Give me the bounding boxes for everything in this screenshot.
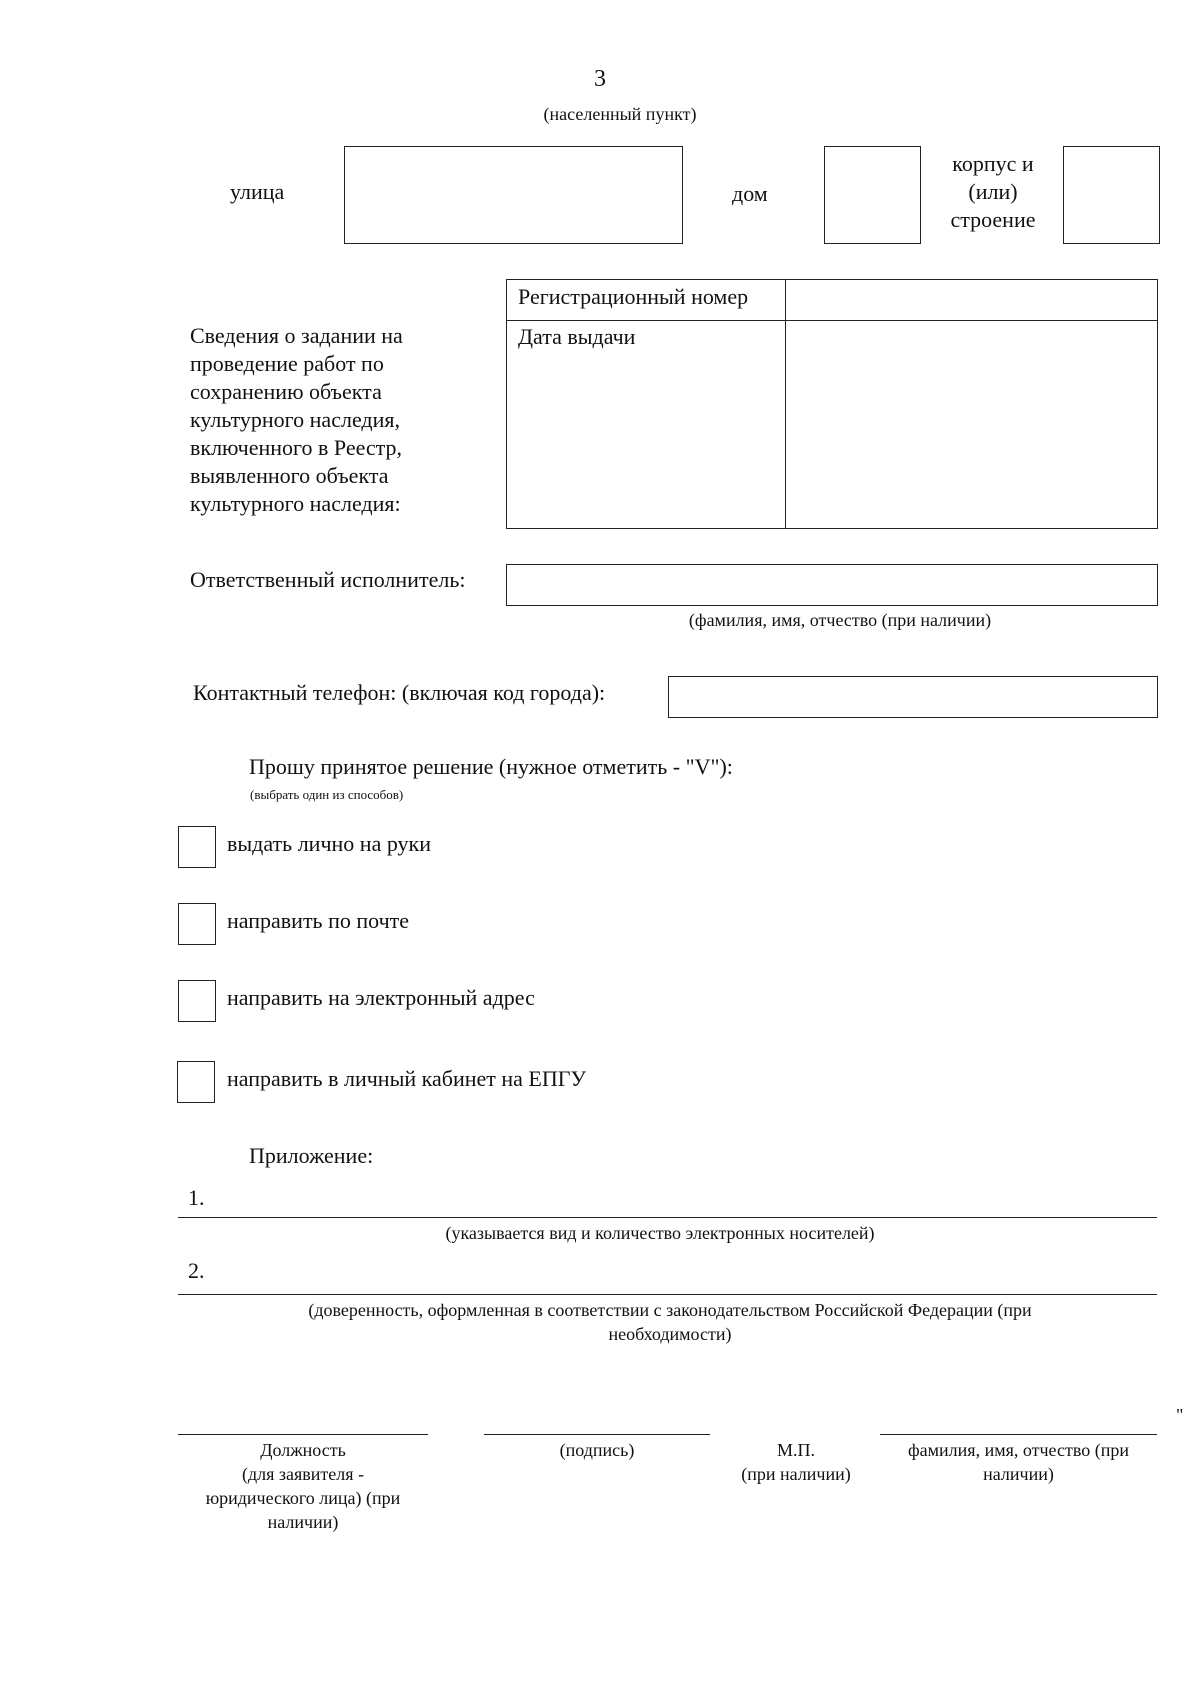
executor-label: Ответственный исполнитель: bbox=[190, 567, 466, 592]
closing-quote-mark: " bbox=[1176, 1405, 1184, 1425]
attachment-2-line[interactable] bbox=[178, 1294, 1157, 1295]
assignment-label: Сведения о задании на проведение работ по сохранению объекта культурного наследия, включенного в Реестр, выявленного объекта культурного наследия: bbox=[190, 323, 403, 516]
name-caption: фамилия, имя, отчество (при наличии) bbox=[908, 1440, 1129, 1484]
reg-number-label: Регистрационный номер bbox=[518, 284, 749, 309]
signature-caption: (подпись) bbox=[559, 1440, 635, 1460]
phone-field[interactable] bbox=[668, 676, 1158, 718]
attachments-heading: Приложение: bbox=[249, 1143, 374, 1168]
executor-caption: (фамилия, имя, отчество (при наличии) bbox=[688, 610, 992, 630]
reg-number-field[interactable] bbox=[787, 281, 1156, 319]
assignment-table-col-divider bbox=[785, 279, 786, 529]
position-caption: Должность (для заявителя - юридического лица) (при наличии) bbox=[205, 1440, 401, 1532]
attachment-2-caption: (доверенность, оформленная в соответствии с законодательством Российской Федерации (при необходимости) bbox=[308, 1300, 1032, 1344]
building-field[interactable] bbox=[1063, 146, 1160, 244]
attachment-1-caption: (указывается вид и количество электронных носителей) bbox=[445, 1223, 875, 1243]
page-number: 3 bbox=[594, 66, 606, 92]
option-in-person-label: выдать лично на руки bbox=[227, 831, 432, 856]
name-line[interactable] bbox=[880, 1434, 1157, 1435]
seal-caption: М.П. (при наличии) bbox=[741, 1440, 851, 1484]
option-email-checkbox[interactable] bbox=[178, 980, 216, 1022]
settlement-caption: (населенный пункт) bbox=[543, 104, 697, 124]
house-label: дом bbox=[732, 181, 768, 206]
house-field[interactable] bbox=[824, 146, 921, 244]
phone-label: Контактный телефон: (включая код города): bbox=[193, 680, 606, 705]
issue-date-field[interactable] bbox=[787, 322, 1156, 527]
option-by-mail-checkbox[interactable] bbox=[178, 903, 216, 945]
option-in-person-checkbox[interactable] bbox=[178, 826, 216, 868]
option-epgu-checkbox[interactable] bbox=[177, 1061, 215, 1103]
signature-line[interactable] bbox=[484, 1434, 710, 1435]
street-field[interactable] bbox=[344, 146, 683, 244]
issue-date-label: Дата выдачи bbox=[518, 324, 636, 349]
attachment-2-number: 2. bbox=[188, 1258, 205, 1283]
street-label: улица bbox=[230, 179, 285, 204]
position-line[interactable] bbox=[178, 1434, 428, 1435]
attachment-1-number: 1. bbox=[188, 1185, 205, 1210]
option-epgu-label: направить в личный кабинет на ЕПГУ bbox=[227, 1066, 587, 1091]
building-label: корпус и (или) строение bbox=[950, 151, 1036, 232]
decision-subheading: (выбрать один из способов) bbox=[250, 787, 404, 802]
executor-field[interactable] bbox=[506, 564, 1158, 606]
attachment-1-line[interactable] bbox=[178, 1217, 1157, 1218]
assignment-table-row-divider bbox=[506, 320, 1158, 321]
option-email-label: направить на электронный адрес bbox=[227, 985, 535, 1010]
option-by-mail-label: направить по почте bbox=[227, 908, 410, 933]
decision-heading: Прошу принятое решение (нужное отметить - "V"): bbox=[249, 754, 733, 779]
